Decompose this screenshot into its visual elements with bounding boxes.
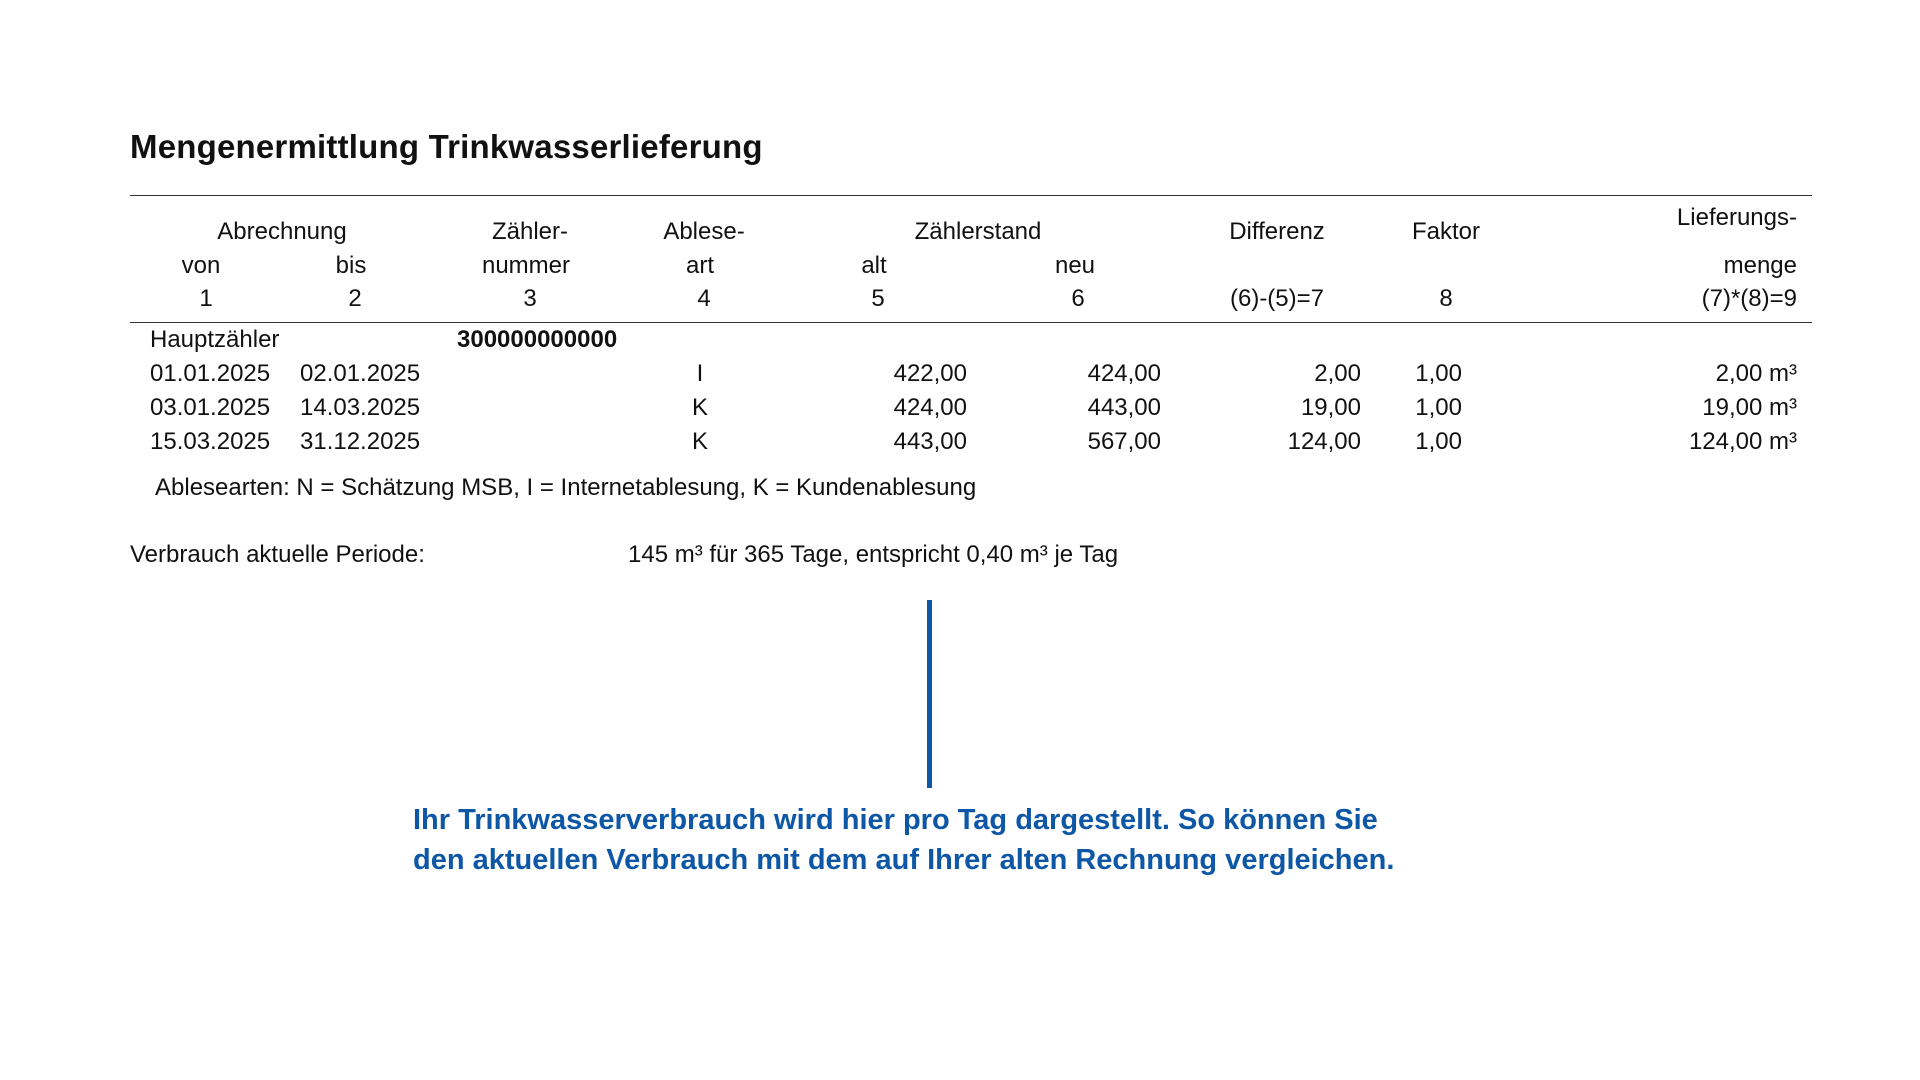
reading-types-legend: Ablesearten: N = Schätzung MSB, I = Internetablesung, K = Kundenablesung [155, 474, 977, 501]
header-bis: bis [335, 252, 367, 279]
cell-alt: 424,00 [893, 394, 967, 421]
callout-text [413, 800, 1394, 880]
cell-neu: 424,00 [1087, 360, 1161, 387]
cell-alt: 443,00 [893, 428, 967, 455]
cell-von: 03.01.2025 [150, 394, 271, 421]
header-col-6: 6 [1071, 285, 1085, 312]
header-neu: neu [1054, 252, 1096, 279]
header-abrechnung: Abrechnung [217, 218, 347, 245]
table-header-rule [130, 322, 1812, 323]
cell-differenz: 19,00 [1300, 394, 1361, 421]
header-col-2: 2 [348, 285, 362, 312]
header-nummer: nummer [481, 252, 571, 279]
cell-faktor: 1,00 [1415, 360, 1462, 387]
cell-neu: 567,00 [1087, 428, 1161, 455]
cell-menge: 19,00 m³ [1702, 394, 1797, 421]
header-differenz: Differenz [1229, 218, 1325, 245]
meter-label: Hauptzähler [150, 326, 280, 353]
cell-alt: 422,00 [893, 360, 967, 387]
cell-menge: 2,00 m³ [1715, 360, 1797, 387]
consumption-label: Verbrauch aktuelle Periode: [130, 541, 425, 568]
cell-art: K [691, 394, 709, 421]
table-top-rule [130, 195, 1812, 196]
cell-bis: 31.12.2025 [300, 428, 421, 455]
header-von: von [181, 252, 221, 279]
consumption-value: 145 m³ für 365 Tage, entspricht 0,40 m³ je Tag [628, 541, 1119, 568]
cell-von: 01.01.2025 [150, 360, 271, 387]
page-title: Mengenermittlung Trinkwasserlieferung [130, 128, 763, 165]
callout-line-2: den aktuellen Verbrauch mit dem auf Ihrer alten Rechnung vergleichen. [413, 844, 1395, 876]
cell-faktor: 1,00 [1415, 394, 1462, 421]
cell-neu: 443,00 [1087, 394, 1161, 421]
header-col-4: 4 [697, 285, 711, 312]
header-col-9: (7)*(8)=9 [1701, 285, 1797, 312]
cell-differenz: 124,00 [1287, 428, 1361, 455]
header-col-3: 3 [523, 285, 537, 312]
header-ablese: Ablese- [663, 218, 745, 245]
cell-bis: 14.03.2025 [300, 394, 421, 421]
header-zaehlerstand: Zählerstand [914, 218, 1042, 245]
cell-bis: 02.01.2025 [300, 360, 421, 387]
cell-differenz: 2,00 [1314, 360, 1361, 387]
cell-art: K [691, 428, 709, 455]
header-alt: alt [861, 252, 887, 279]
header-zaehler: Zähler- [491, 218, 569, 245]
header-menge: menge [1723, 252, 1797, 279]
cell-menge: 124,00 m³ [1688, 428, 1797, 455]
meter-number: 300000000000 [457, 326, 618, 353]
header-lieferungs: Lieferungs- [1676, 204, 1797, 231]
cell-faktor: 1,00 [1415, 428, 1462, 455]
header-col-5: 5 [871, 285, 885, 312]
header-art: art [685, 252, 715, 279]
header-faktor: Faktor [1411, 218, 1481, 245]
callout-connector-line [927, 600, 932, 788]
cell-von: 15.03.2025 [150, 428, 271, 455]
header-col-8: 8 [1439, 285, 1453, 312]
cell-art: I [696, 360, 704, 387]
header-col-7: (6)-(5)=7 [1229, 285, 1325, 312]
callout-line-1: Ihr Trinkwasserverbrauch wird hier pro Tag dargestellt. So können Sie [413, 804, 1378, 836]
header-col-1: 1 [199, 285, 213, 312]
